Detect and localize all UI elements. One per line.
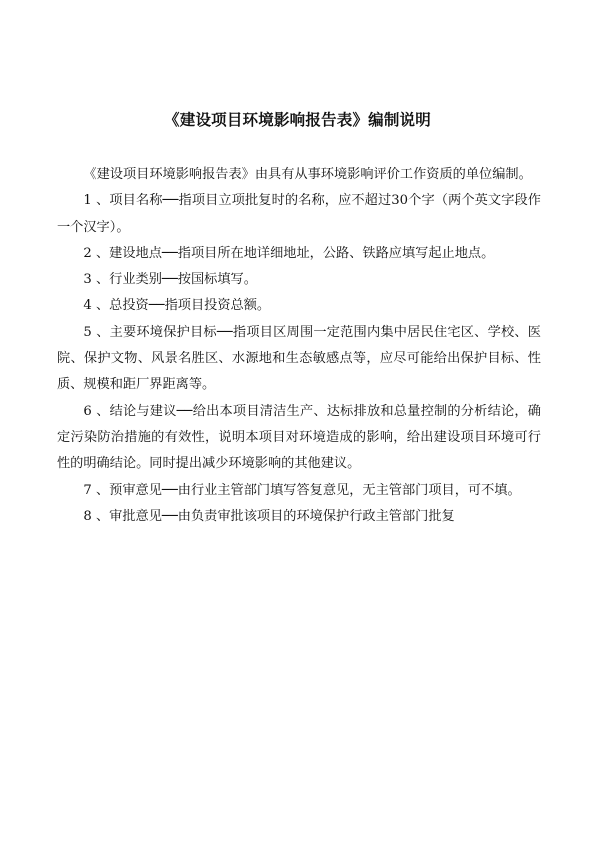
item-conclusions: 6 、结论与建议──给出本项目清洁生产、达标排放和总量控制的分析结论，确定污染防治措施的有效性，说明本项目对环境造成的影响，给出建设项目环境可行性的明确结论。同时提出减少环境影响的其他建议。 <box>57 403 541 472</box>
item-construction-site: 2 、建设地点──指项目所在地详细地址，公路、铁路应填写起止地点。 <box>83 245 495 261</box>
item-protection-targets: 5 、主要环境保护目标──指项目区周围一定范围内集中居民住宅区、学校、医院、保护文物、风景名胜区、水源地和生态敏感点等，应尽可能给出保护目标、性质、规模和距厂界距离等。 <box>57 324 541 393</box>
item-total-investment: 4 、总投资──指项目投资总额。 <box>83 298 271 314</box>
document-title: 《建设项目环境影响报告表》编制说明 <box>164 110 431 129</box>
item-approval-opinion: 8 、审批意见──由负责审批该项目的环境保护行政主管部门批复 <box>83 508 455 524</box>
item-project-name: 1 、项目名称──指项目立项批复时的名称，应不超过30个字（两个英文字段作一个汉字）。 <box>57 193 541 235</box>
intro-paragraph: 《建设项目环境影响报告表》由具有从事环境影响评价工作资质的单位编制。 <box>83 167 532 182</box>
document-body <box>57 162 541 530</box>
item-industry-category: 3 、行业类别──按国标填写。 <box>83 272 257 288</box>
item-preliminary-review: 7 、预审意见──由行业主管部门填写答复意见，无主管部门项目，可不填。 <box>83 482 521 498</box>
